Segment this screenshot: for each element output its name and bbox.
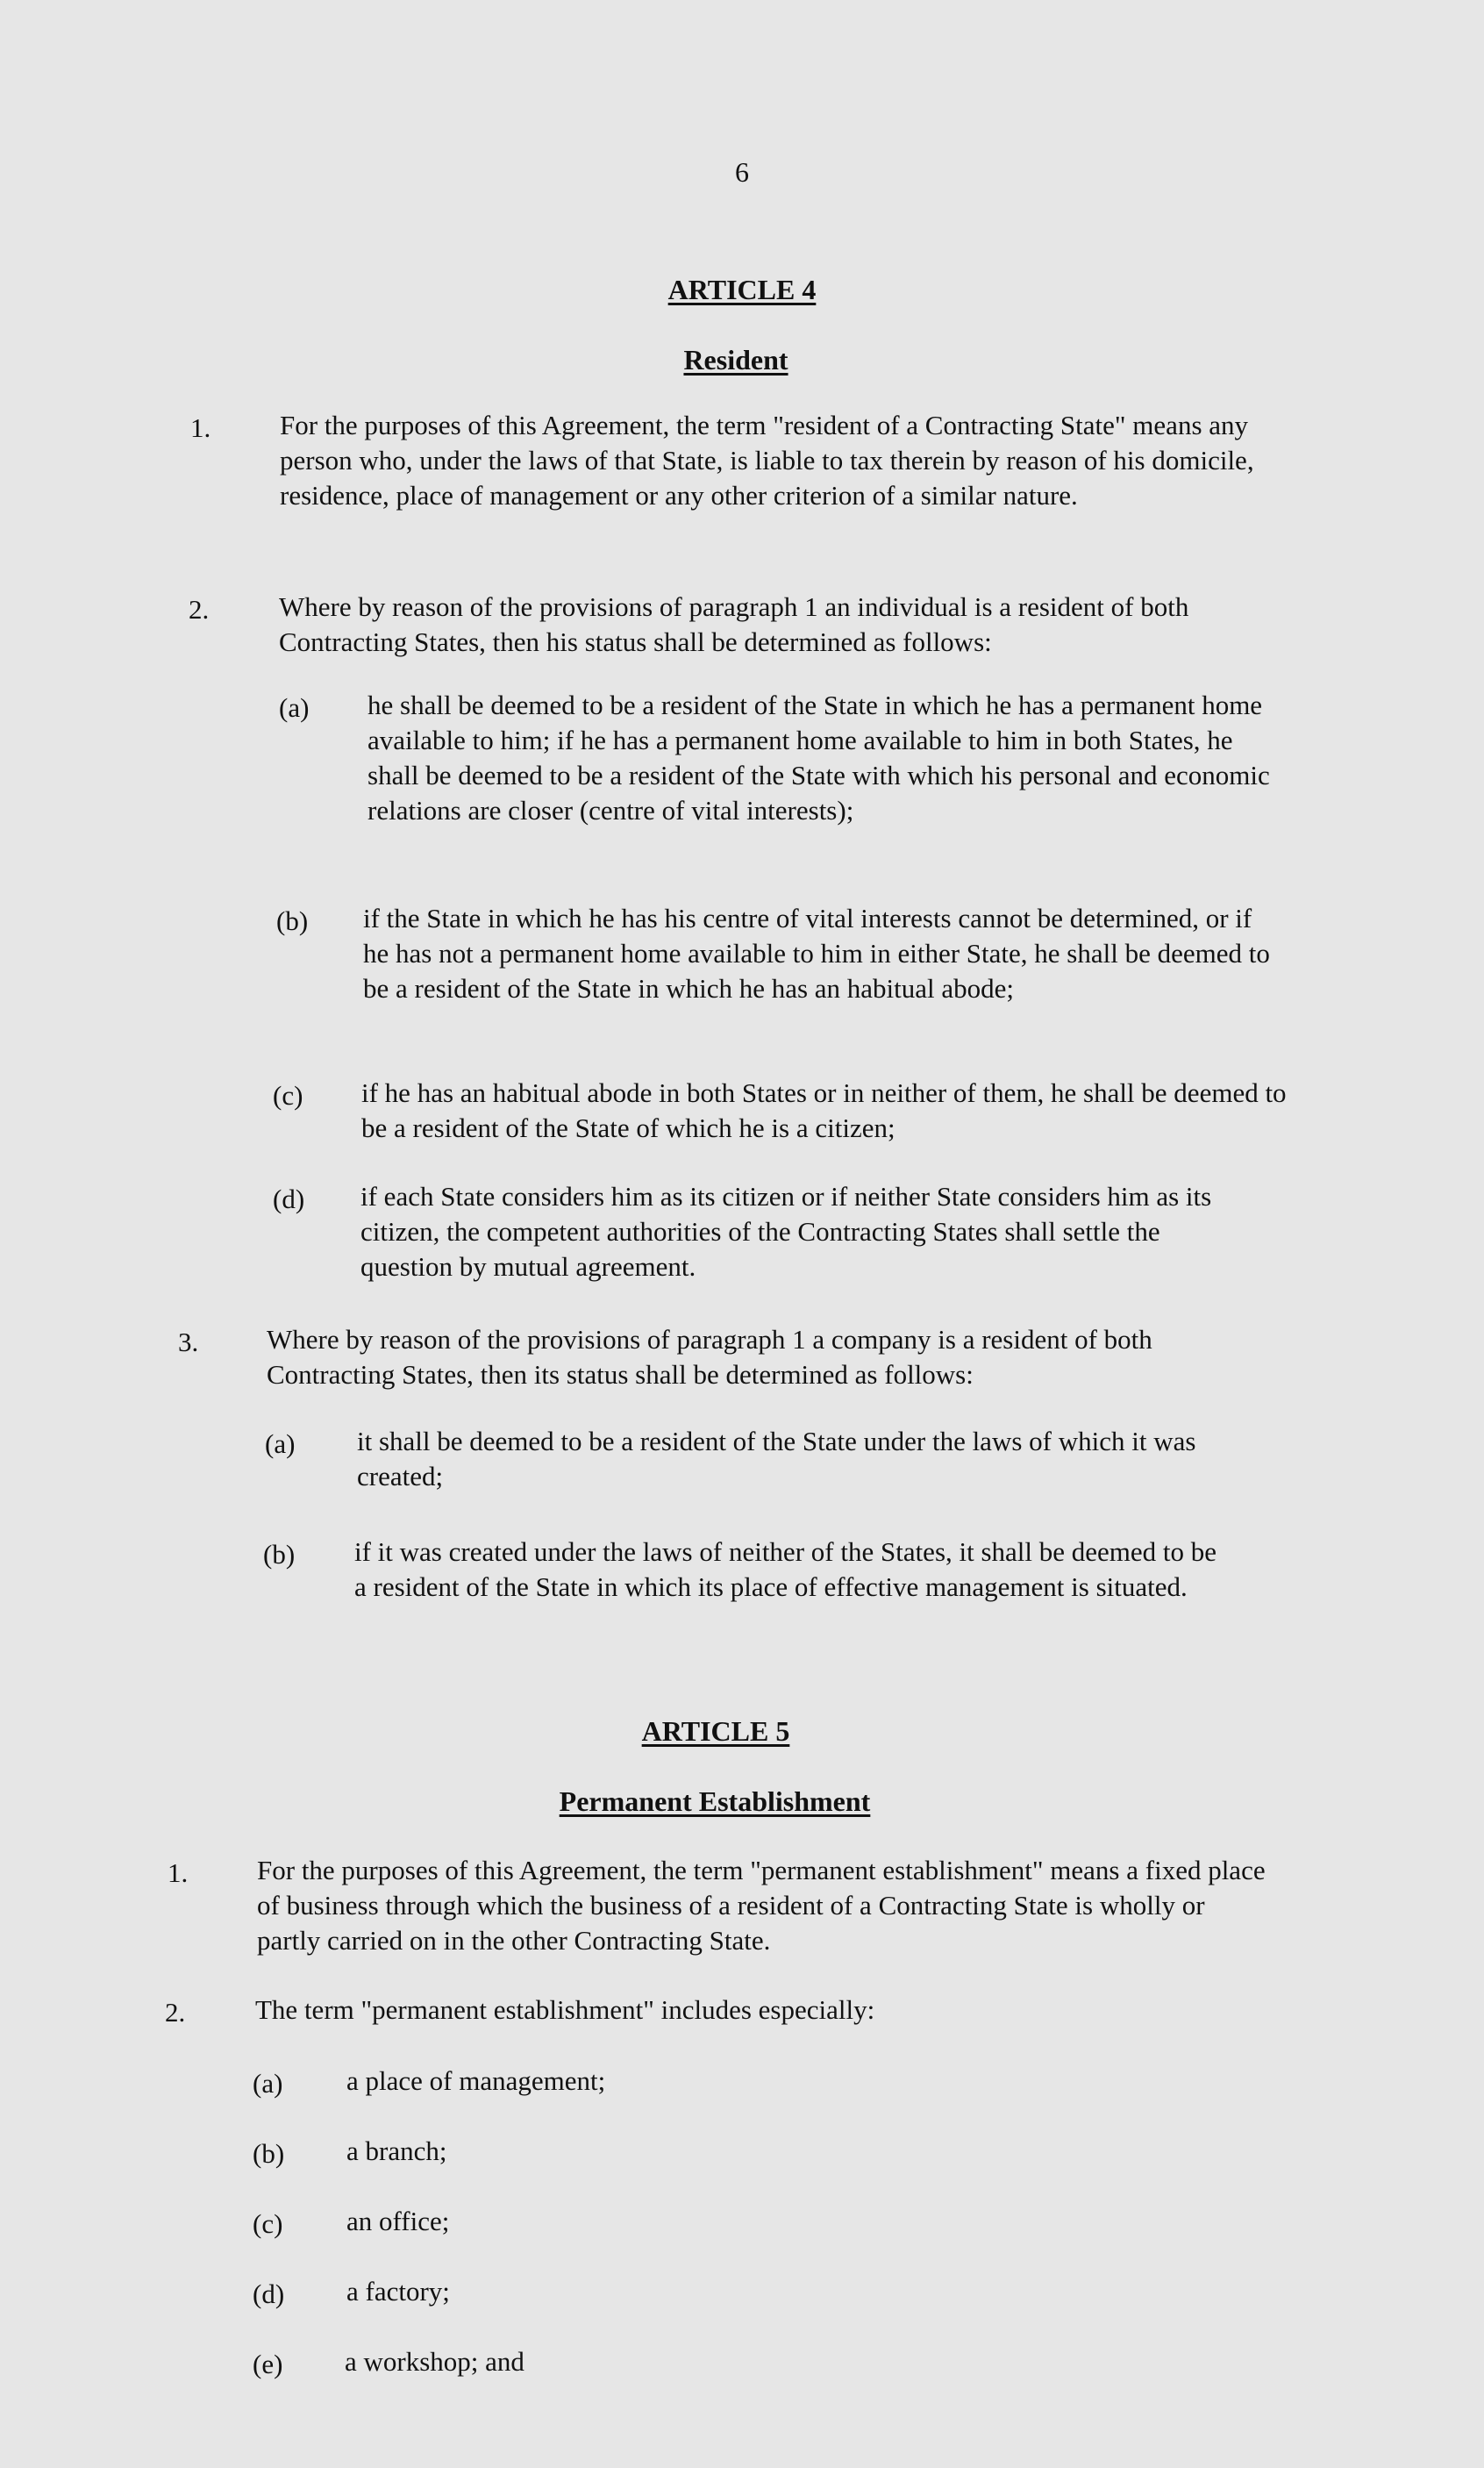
article-4-para-3-item-b-label: (b) [263, 1539, 296, 1570]
article-5-title: ARTICLE 5 [641, 1715, 790, 1747]
article-5-para-2-item-e: a workshop; and [345, 2346, 524, 2377]
article-4-para-3-item-b: if it was created under the laws of neither of the States, it shall be deemed to be a resident of the State in which its place of effective management is situated. [354, 1536, 1217, 1602]
article-5-para-1-number: 1. [168, 1857, 189, 1888]
article-4-para-2-item-c: if he has an habitual abode in both States or in neither of them, he shall be deemed to be a resident of the State of which he is a citizen; [361, 1077, 1287, 1143]
article-4-title: ARTICLE 4 [667, 274, 817, 305]
article-5-para-2-item-b: a branch; [346, 2135, 447, 2166]
article-4-para-2-item-c-label: (c) [273, 1080, 303, 1111]
page-number: 6 [735, 156, 749, 188]
article-5-para-2-item-c: an office; [346, 2206, 450, 2236]
article-4-para-2-item-a-label: (a) [279, 692, 310, 723]
article-5-subtitle: Permanent Establishment [559, 1785, 871, 1817]
article-4-para-2-item-d: if each State considers him as its citizen or if neither State considers him as its citizen, the competent authorities of the Contracting States shall settle the question by mutual agreement. [360, 1181, 1212, 1282]
article-5-para-2-item-d-label: (d) [253, 2278, 285, 2309]
article-4-para-3: Where by reason of the provisions of paragraph 1 a company is a resident of both Contracting States, then its status shall be determined as follows: [267, 1324, 1152, 1390]
article-4-para-2: Where by reason of the provisions of paragraph 1 an individual is a resident of both Contracting States, then his status shall be determined as follows: [279, 591, 1189, 657]
article-5-para-2-item-c-label: (c) [253, 2208, 283, 2239]
article-4-para-2-item-d-label: (d) [273, 1184, 305, 1214]
article-5-para-2-item-a: a place of management; [346, 2065, 606, 2096]
article-4-para-3-item-a-label: (a) [265, 1428, 296, 1459]
article-4-para-2-item-b-label: (b) [276, 905, 309, 936]
article-5-para-1: For the purposes of this Agreement, the term "permanent establishment" means a fixed place of business through which the business of a resident of a Contracting State is wholly or partly carried on in the other Contracting State. [257, 1855, 1266, 1956]
article-5-para-2-number: 2. [165, 1997, 186, 2028]
article-5-para-2-item-a-label: (a) [253, 2068, 283, 2099]
article-4-para-2-number: 2. [189, 594, 210, 625]
article-4-para-1: For the purposes of this Agreement, the term "resident of a Contracting State" means any person who, under the laws of that State, is liable to tax therein by reason of his domicile, residence, place of management or any other criterion of a similar nature. [280, 410, 1254, 511]
article-5-para-2-item-b-label: (b) [253, 2138, 285, 2169]
article-4-para-3-item-a: it shall be deemed to be a resident of the State under the laws of which it was created; [357, 1426, 1196, 1492]
article-4-para-1-number: 1. [190, 412, 211, 443]
article-5-para-2-item-e-label: (e) [253, 2349, 283, 2379]
article-4-para-2-item-b: if the State in which he has his centre of vital interests cannot be determined, or if he has not a permanent home available to him in either State, he shall be deemed to be a resident of the State in which he has an habitual abode; [363, 903, 1270, 1004]
article-5-para-2-item-d: a factory; [346, 2276, 450, 2307]
article-4-para-2-item-a: he shall be deemed to be a resident of the State in which he has a permanent home available to him; if he has a permanent home available to him in both States, he shall be deemed to be a resident of the State with which his personal and economic relations are closer (centre of vital interests); [367, 690, 1270, 826]
article-5-para-2: The term "permanent establishment" includes especially: [255, 1994, 875, 2025]
article-4-subtitle: Resident [683, 344, 788, 376]
article-4-para-3-number: 3. [178, 1327, 199, 1357]
